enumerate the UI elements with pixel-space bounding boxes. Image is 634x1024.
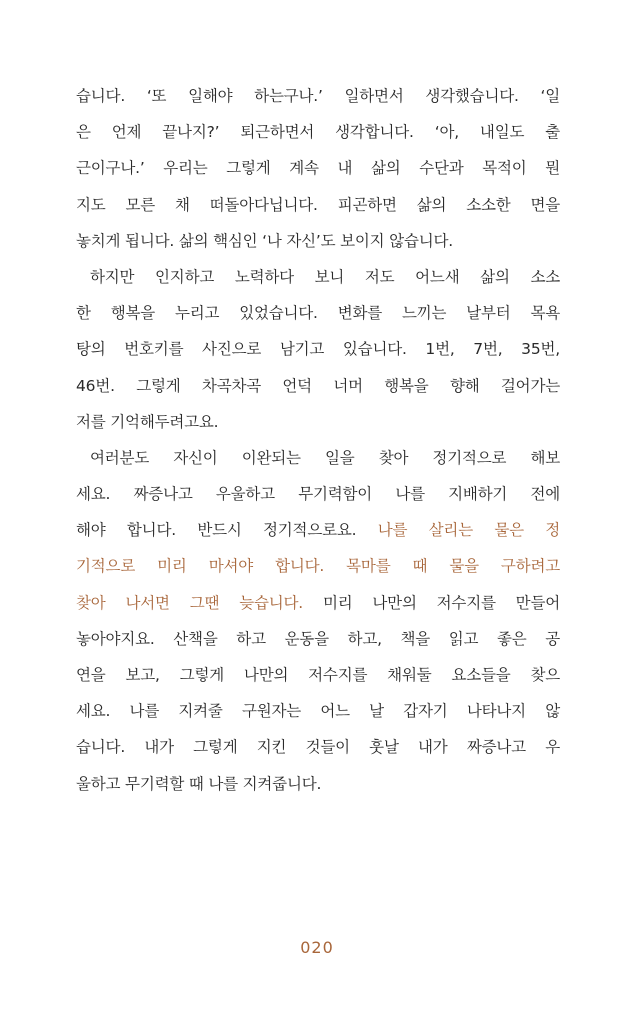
text-line xyxy=(76,404,560,440)
text-segment: 근이구나.’ 우리는 그렇게 계속 내 삶의 수단과 목적이 뭔 xyxy=(76,159,560,178)
text-segment: 46번. 그렇게 차곡차곡 언덕 너머 행복을 향해 걸어가는 xyxy=(76,376,560,395)
paragraph xyxy=(76,259,560,440)
text-line xyxy=(76,621,560,657)
text-line xyxy=(76,766,560,802)
text-line xyxy=(76,78,560,114)
text-line xyxy=(76,729,560,765)
text-segment: 세요. 나를 지켜줄 구원자는 어느 날 갑자기 나타나지 않 xyxy=(76,702,560,721)
text-line xyxy=(76,476,560,512)
text-segment: 습니다. ‘또 일해야 하는구나.’ 일하면서 생각했습니다. ‘일 xyxy=(76,87,560,105)
text-line xyxy=(76,440,560,476)
text-line xyxy=(76,368,560,404)
text-segment: 한 행복을 누리고 있었습니다. 변화를 느끼는 날부터 목욕 xyxy=(76,304,560,323)
text-segment: 습니다. 내가 그렇게 지킨 것들이 훗날 내가 짜증나고 우 xyxy=(76,738,560,757)
text-segment: 은 언제 끝나지?’ 퇴근하면서 생각합니다. ‘아, 내일도 출 xyxy=(76,123,560,142)
text-line xyxy=(76,585,560,621)
text-segment: 놓치게 됩니다. 삶의 핵심인 ‘나 자신’도 보이지 않습니다. xyxy=(76,231,454,250)
paragraph xyxy=(76,78,560,259)
text-segment: 놓아야지요. 산책을 하고 운동을 하고, 책을 읽고 좋은 공 xyxy=(76,629,560,648)
text-segment: 하지만 인지하고 노력하다 보니 저도 어느새 삶의 소소 xyxy=(90,267,560,286)
text-line xyxy=(76,223,560,259)
text-segment: 저를 기억해두려고요. xyxy=(76,412,219,431)
body-text xyxy=(76,78,560,802)
highlighted-text: 기적으로 미리 마셔야 합니다. 목마를 때 물을 구하려고 xyxy=(76,557,560,576)
text-line xyxy=(76,150,560,186)
text-segment: 미리 나만의 저수지를 만들어 xyxy=(303,593,560,612)
text-segment: 해야 합니다. 반드시 정기적으로요. xyxy=(76,521,378,540)
text-segment: 여러분도 자신이 이완되는 일을 찾아 정기적으로 해보 xyxy=(90,448,560,467)
text-line xyxy=(76,114,560,150)
text-line xyxy=(76,657,560,693)
text-segment: 울하고 무기력할 때 나를 지켜줍니다. xyxy=(76,774,322,793)
text-segment: 지도 모른 채 떠돌아다닙니다. 피곤하면 삶의 소소한 면을 xyxy=(76,195,560,214)
text-segment: 세요. 짜증나고 우울하고 무기력함이 나를 지배하기 전에 xyxy=(76,485,560,504)
text-line xyxy=(76,331,560,367)
paragraph xyxy=(76,440,560,802)
text-segment: 탕의 번호키를 사진으로 남기고 있습니다. 1번, 7번, 35번, xyxy=(76,340,560,359)
highlighted-text: 찾아 나서면 그땐 늦습니다. xyxy=(76,593,304,612)
text-line xyxy=(76,295,560,331)
highlighted-text: 나를 살리는 물은 정 xyxy=(377,521,561,540)
text-line xyxy=(76,259,560,295)
text-line xyxy=(76,187,560,223)
text-line xyxy=(76,512,560,548)
text-segment: 연을 보고, 그렇게 나만의 저수지를 채워둘 요소들을 찾으 xyxy=(76,666,560,684)
text-line xyxy=(76,693,560,729)
text-line xyxy=(76,548,560,584)
page-number: 020 xyxy=(300,938,334,957)
